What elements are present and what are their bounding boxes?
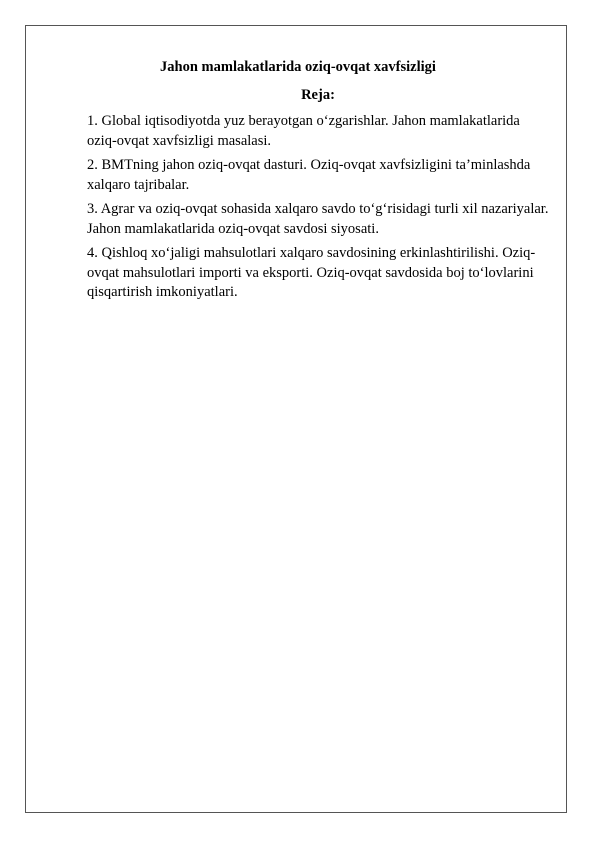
- document-title: Jahon mamlakatlarida oziq-ovqat xavfsizligi: [160, 59, 436, 75]
- plan-item-2: 2. BMTning jahon oziq-ovqat dasturi. Oziq-ovqat xavfsizligini ta’minlashda xalqaro tajribalar.: [87, 157, 531, 193]
- plan-item-1: 1. Global iqtisodiyotda yuz berayotgan o‘zgarishlar. Jahon mamlakatlarida oziq-ovqat xavfsizligi masalasi.: [87, 113, 520, 149]
- plan-item-3: 3. Agrar va oziq-ovqat sohasida xalqaro savdo to‘g‘risidagi turli xil nazariyalar. Jahon mamlakatlarida oziq-ovqat savdosi siyosati.: [87, 201, 549, 237]
- plan-list: [87, 112, 552, 308]
- plan-heading: Reja:: [301, 87, 335, 103]
- plan-item-4: 4. Qishloq xo‘jaligi mahsulotlari xalqaro savdosining erkinlashtirilishi. Oziq-ovqat mahsulotlari importi va eksporti. Oziq-ovqat savdosida boj to‘lovlarini qisqartirish imkoniyatlari.: [87, 245, 536, 300]
